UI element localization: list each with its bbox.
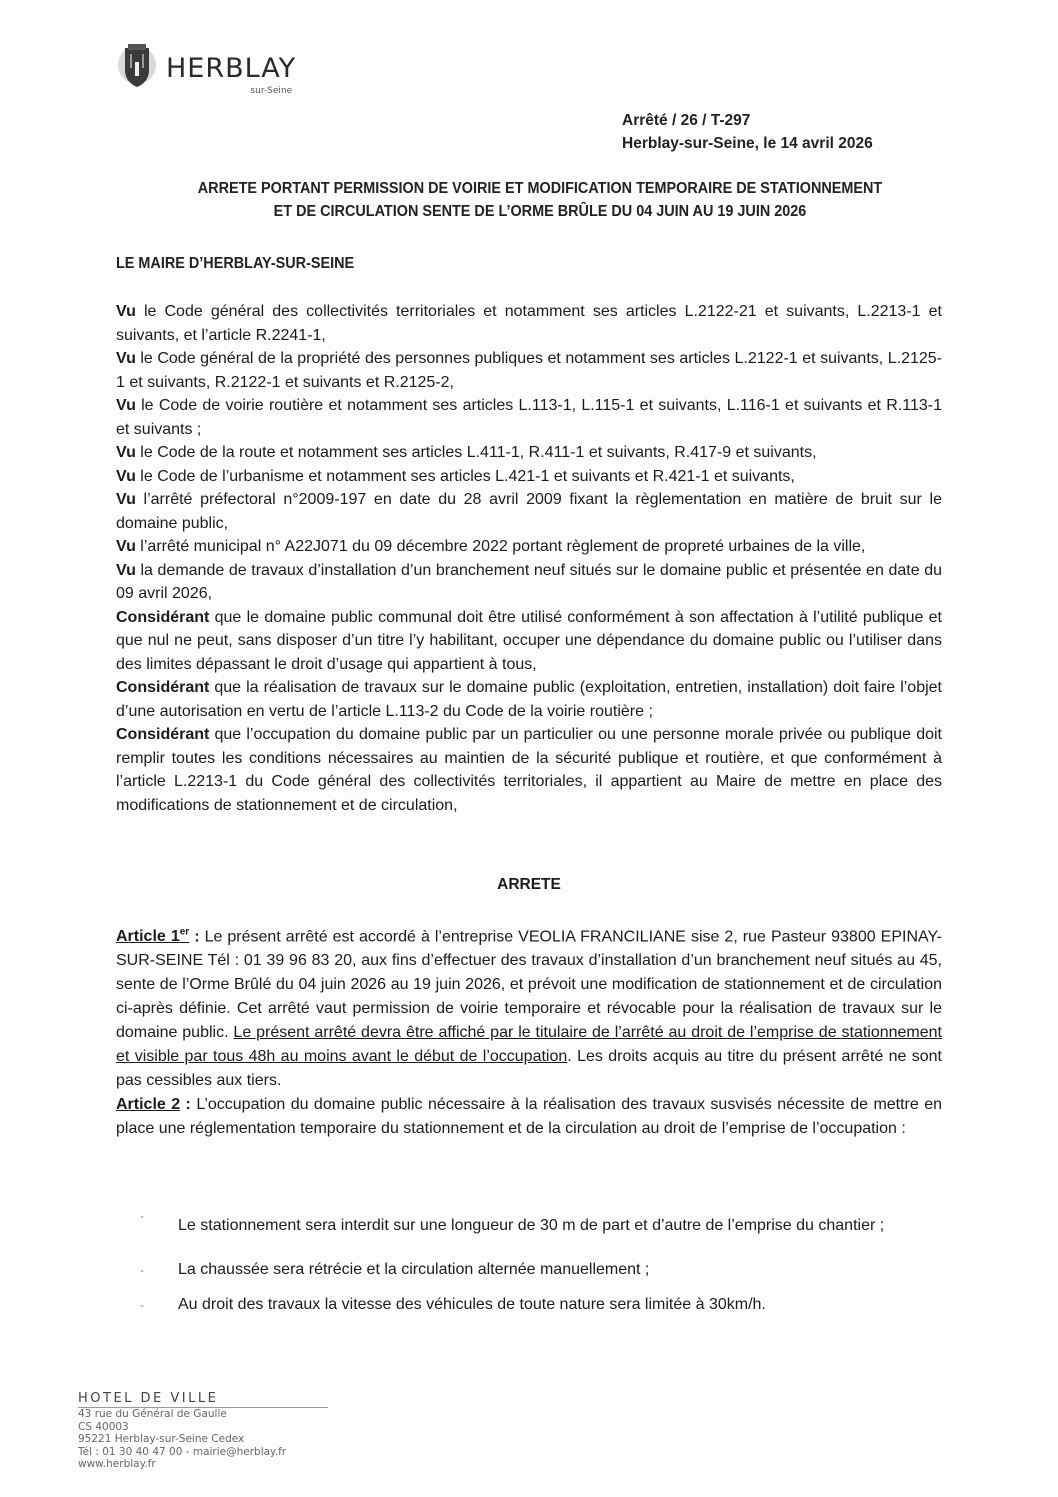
preamble-clause — [116, 488, 942, 535]
clause-lead: Vu — [116, 303, 136, 320]
decree-number: Arrêté / 26 / T-297 — [622, 112, 751, 129]
measure-text: Au droit des travaux la vitesse des véhicules de toute nature sera limitée à 30km/h. — [178, 1296, 766, 1313]
article-2 — [116, 1093, 942, 1141]
clause-lead: Vu — [116, 491, 136, 508]
clause-text: que l’occupation du domaine public par un particulier ou une personne morale privée ou publique doit remplir toutes les conditions nécessaires au maintien de la sécurité publique et routière, et que conformément à l’article L.2213-1 du Code général des collectivités territoriales, il appartient au Maire de mettre en place des modifications de stationnement et de circulation, — [116, 726, 942, 814]
mayor-heading: LE MAIRE D’HERBLAY-SUR-SEINE — [116, 255, 355, 272]
measure-text: La chaussée sera rétrécie et la circulation alternée manuellement ; — [178, 1261, 650, 1278]
clause-text: que le domaine public communal doit être utilisé conformément à son affectation à l’utilité publique et que nul ne peut, sans disposer d’un titre l’y habilitant, occuper une dépendance du domaine public ou l’utiliser dans des limites dépassant le droit d’usage qui appartient à tous, — [116, 608, 942, 673]
article-1-separator: : — [189, 928, 205, 946]
articles — [116, 921, 942, 1141]
clause-lead: Considérant — [116, 726, 210, 743]
clause-lead: Vu — [116, 350, 136, 367]
clause-text: l’arrêté préfectoral n°2009-197 en date du 28 avril 2009 fixant la règlementation en matière de bruit sur le domaine public, — [116, 491, 942, 532]
preamble-clause — [116, 465, 942, 489]
clause-text: que la réalisation de travaux sur le domaine public (exploitation, entretien, installation) doit faire l’objet d’une autorisation en vertu de l’article L.113-2 du Code de la voirie routière ; — [116, 679, 942, 720]
preamble-clause — [116, 723, 942, 817]
clause-lead: Vu — [116, 538, 136, 555]
preamble-clause — [116, 347, 942, 394]
herblay-logo — [116, 38, 297, 96]
article-1-label: Article 1er — [116, 927, 190, 946]
clause-lead: Vu — [116, 467, 136, 485]
bullet-dash: - — [140, 1263, 144, 1277]
preamble-clause — [116, 441, 942, 465]
logo-subtitle: sur-Seine — [250, 86, 293, 96]
clause-text: le Code de voirie routière et notamment ses articles L.113-1, L.115-1 et suivants, L.116-1 et suivants et R.113-1 et suivants ; — [116, 397, 942, 438]
article-2-separator: : — [180, 1096, 197, 1114]
title-line-1: ARRETE PORTANT PERMISSION DE VOIRIE ET MODIFICATION TEMPORAIRE DE STATIONNEMENT — [197, 180, 883, 197]
footer-city: 95221 Herblay-sur-Seine Cedex — [78, 1433, 245, 1445]
clause-text: le Code de l’urbanisme et notamment ses articles L.421-1 et suivants et R.421-1 et suivants, — [135, 467, 795, 485]
clause-text: la demande de travaux d’installation d’un branchement neuf situés sur le domaine public et présentée en date du 09 avril 2026, — [116, 561, 942, 602]
article-1 — [116, 921, 942, 1093]
clause-text: l’arrêté municipal n° A22J071 du 09 décembre 2022 portant règlement de propreté urbaines de la ville, — [135, 538, 866, 555]
measure-item — [140, 1261, 942, 1279]
preamble-clause — [116, 394, 942, 441]
clause-text: le Code de la route et notamment ses articles L.411-1, R.411-1 et suivants, R.417-9 et suivants, — [135, 444, 817, 461]
article-1-text-end: . Les droits acquis au titre du présent arrêté ne sont pas cessibles aux tiers. — [116, 1048, 943, 1090]
clause-lead: Vu — [116, 397, 136, 414]
preamble-clause — [116, 300, 942, 347]
preamble-clause — [116, 606, 942, 677]
measure-item — [140, 1296, 942, 1314]
arrete-heading: ARRETE — [497, 876, 561, 893]
measure-item — [140, 1207, 942, 1244]
article-2-label: Article 2 — [116, 1096, 181, 1114]
preamble-clause — [116, 559, 942, 606]
footer-address — [78, 1391, 328, 1471]
decree-title — [140, 178, 940, 223]
coat-of-arms-icon — [116, 38, 158, 92]
bullet-dash: - — [140, 1209, 144, 1223]
clause-text: le Code général des collectivités territoriales et notamment ses articles L.2122-21 et suivants, L.2213-1 et suivants, et l’article R.2241-1, — [116, 303, 942, 344]
clause-lead: Considérant — [116, 679, 210, 696]
article-1-display-requirement: Le présent arrêté devra être affiché par le titulaire de l’arrêté au droit de l’emprise de stationnement et visible par tous 48h au moins avant le début de l’occupation — [116, 1024, 943, 1066]
preamble-clause — [116, 676, 942, 723]
bullet-dash: - — [140, 1298, 144, 1312]
clause-text: le Code général de la propriété des personnes publiques et notamment ses articles L.2122-1 et suivants, L.2125-1 et suivants, R.2122-1 et suivants et R.2125-2, — [116, 350, 942, 391]
clause-lead: Vu — [116, 444, 136, 461]
footer-street: 43 rue du Général de Gaulle — [78, 1408, 227, 1420]
footer-cs: CS 40003 — [78, 1420, 129, 1433]
measures-list — [140, 1207, 942, 1314]
logo-name: HERBLAY — [166, 53, 297, 84]
title-line-2: ET DE CIRCULATION SENTE DE L’ORME BRÛLE DU 04 JUIN AU 19 JUIN 2026 — [273, 202, 807, 220]
footer-title: HOTEL DE VILLE — [78, 1391, 328, 1408]
preamble — [116, 300, 942, 817]
decree-reference — [622, 109, 873, 155]
clause-lead: Vu — [116, 561, 136, 579]
clause-lead: Considérant — [116, 608, 210, 626]
footer-website: www.herblay.fr — [78, 1458, 156, 1470]
place-date: Herblay-sur-Seine, le 14 avril 2026 — [622, 135, 873, 152]
article-1-text: Le présent arrêté est accordé à l’entreprise VEOLIA FRANCILIANE sise 2, rue Pasteur 93800 EPINAY-SUR-SEINE Tél : 01 39 96 83 20, aux fins d’effectuer des travaux d’installation d’un branchement neuf situés au 45, sente de l’Orme Brûlé du 04 juin 2026 au 19 juin 2026, et prévoit une modification de stationnement et de circulation ci-après définie. Cet arrêté vaut permission de voirie temporaire et révocable pour la réalisation de travaux sur le domaine public. — [116, 928, 943, 1042]
preamble-clause — [116, 535, 942, 559]
measure-text: Le stationnement sera interdit sur une longueur de 30 m de part et d’autre de l’emprise du chantier ; — [178, 1217, 885, 1234]
footer-contact: Tél : 01 30 40 47 00 - mairie@herblay.fr — [78, 1445, 287, 1458]
article-2-text: L’occupation du domaine public nécessaire à la réalisation des travaux susvisés nécessite de mettre en place une réglementation temporaire du stationnement et de la circulation au droit de l’emprise de l’occupation : — [116, 1096, 943, 1138]
